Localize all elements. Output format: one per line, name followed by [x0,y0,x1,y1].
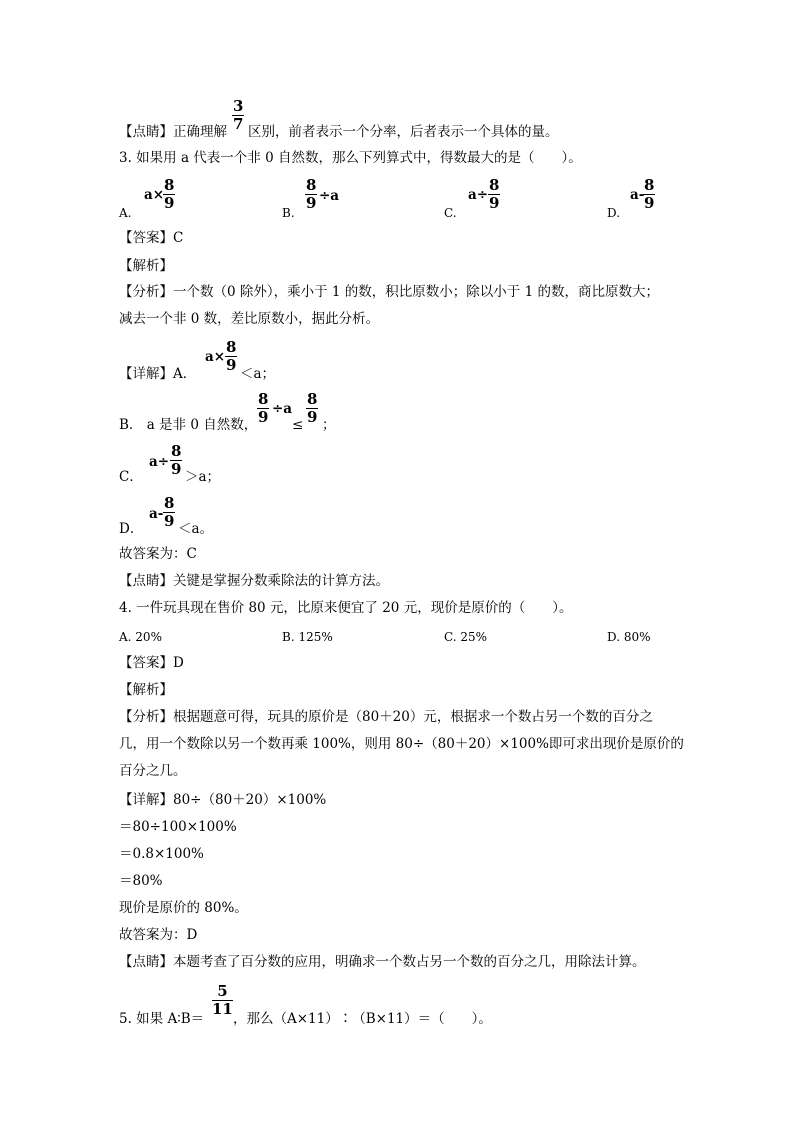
q3-detail-d-label: D． [119,521,144,537]
q2-fraction [232,99,244,132]
q3-detail-b-fraction-1 [257,392,269,425]
q3-stem: 3. 如果用 a 代表一个非 0 自然数，那么下列算式中，得数最大的是（ ）。 [119,150,582,166]
fraction-denominator: 9 [489,194,500,212]
q4-detail-1: 【详解】80÷（80＋20）×100% [119,792,327,808]
q4-detail-3: ＝0.8×100% [119,846,204,862]
q4-fenxi-line2: 几，用一个数除以另一个数再乘 100%，则用 80÷（80＋20）×100%即可求出现价是原价的 [119,736,684,752]
q3-option-d-expr: a- [630,187,645,203]
fraction-numerator: 8 [164,176,175,194]
q4-stem: 4. 一件玩具现在售价 80 元，比原来便宜了 20 元，现价是原价的（ ）。 [119,600,573,616]
fraction-denominator: 9 [171,460,182,478]
q3-option-a-fraction [163,178,175,211]
fraction-numerator: 8 [307,390,318,408]
q4-option-b: B. 125% [282,630,333,644]
q4-detail-4: ＝80% [119,873,163,889]
fraction-numerator: 8 [226,338,237,356]
q3-jiexi: 【解析】 [119,258,173,274]
q3-detail-a-label: 【详解】A． [119,366,197,382]
q3-answer: 【答案】C [119,230,184,246]
q3-option-c-expr: a÷ [468,187,489,203]
q4-answer: 【答案】D [119,655,184,671]
q4-conclusion: 故答案为：D [119,927,198,943]
fraction-numerator: 8 [258,390,269,408]
q4-option-d: D. 80% [607,630,651,644]
q3-option-a-letter: A. [119,206,132,220]
fraction-numerator: 8 [171,442,182,460]
q3-detail-b-end: ； [322,417,336,433]
q4-jiexi: 【解析】 [119,682,173,698]
q3-option-c-fraction [488,178,500,211]
q3-fenxi-line1: 【分析】一个数（0 除外），乘小于 1 的数，积比原数小；除以小于 1 的数，商比原数大； [119,284,659,300]
fraction-denominator: 9 [307,408,318,426]
q3-detail-a-expr: a× [205,349,226,365]
q3-detail-a-tail: ＜a； [240,366,276,382]
q3-detail-a-fraction [225,340,237,373]
q4-fenxi-line3: 百分之几。 [119,763,187,779]
fraction-denominator: 9 [644,194,655,212]
fraction-denominator: 9 [164,512,175,530]
q5-stem-post: ，那么（A×11）∶（B×11）＝（ ）。 [233,1011,492,1027]
fraction-numerator: 8 [164,494,175,512]
q3-detail-c-expr: a÷ [149,454,170,470]
q3-conclusion: 故答案为：C [119,546,197,562]
fraction-denominator: 9 [226,356,237,374]
q3-detail-c-label: C． [119,469,143,485]
q3-detail-b-fraction-2 [306,392,318,425]
q3-option-d-fraction [643,178,655,211]
q3-option-a-expr: a× [144,187,165,203]
q3-option-b-fraction [305,178,317,211]
q4-dianjing: 【点睛】本题考查了百分数的应用，明确求一个数占另一个数的百分之几，用除法计算。 [119,954,646,970]
q3-option-b-letter: B. [282,206,295,220]
q3-detail-b-mid: ÷a [272,401,293,417]
q4-detail-5: 现价是原价的 80%。 [119,900,248,916]
q3-detail-d-fraction [163,496,175,529]
q3-detail-b-label: B． a 是非 0 自然数， [119,417,258,433]
fraction-denominator: 11 [212,1000,233,1018]
q5-fraction [212,984,233,1017]
q5-stem-pre: 5. 如果 A∶B＝ [119,1011,205,1027]
fraction-denominator: 7 [233,115,244,133]
q3-dianjing: 【点睛】关键是掌握分数乘除法的计算方法。 [119,573,389,589]
q3-option-d-letter: D. [607,206,621,220]
q2-dianjing-post: 区别，前者表示一个分率，后者表示一个具体的量。 [248,124,559,140]
q3-fenxi-line2: 减去一个非 0 数，差比原数小，据此分析。 [119,311,380,327]
q3-detail-d-expr: a- [149,506,164,522]
fraction-denominator: 9 [306,194,317,212]
q3-option-b-expr: ÷a [319,188,340,204]
fraction-numerator: 8 [489,176,500,194]
q3-detail-c-tail: ＞a； [185,469,221,485]
fraction-denominator: 9 [164,194,175,212]
fraction-numerator: 5 [217,982,228,1000]
q3-detail-c-fraction [170,444,182,477]
q2-dianjing-pre: 【点睛】正确理解 [119,124,227,140]
q3-option-c-letter: C. [444,206,457,220]
fraction-numerator: 8 [644,176,655,194]
q4-fenxi-line1: 【分析】根据题意可得，玩具的原价是（80＋20）元，根据求一个数占另一个数的百分之 [119,709,653,725]
q4-option-c: C. 25% [444,630,488,644]
q4-detail-2: ＝80÷100×100% [119,819,237,835]
fraction-denominator: 9 [258,408,269,426]
q3-detail-d-tail: ＜a。 [178,521,214,537]
q3-detail-b-tail: ≤ [292,417,304,433]
fraction-numerator: 3 [233,97,244,115]
fraction-numerator: 8 [306,176,317,194]
q4-option-a: A. 20% [119,630,162,644]
